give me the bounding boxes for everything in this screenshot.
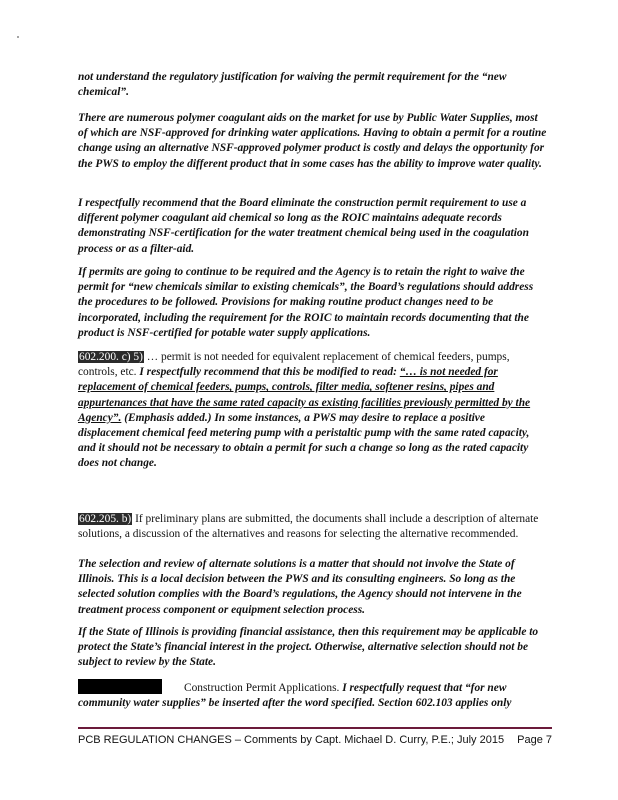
paragraph-permits-procedures: If permits are going to continue to be required and the Agency is to retain the right to waive the permit for “new chemicals similar to existing chemicals”, the Board’s regulations should address the procedures to be followed. Provisions for making routine product changes need to be incorporated, including the requirement for the ROIC to maintain records documenting that the product is NSF-certified for potable water supply applications. bbox=[78, 266, 534, 339]
section-tag: 602.200. c) 5) bbox=[79, 351, 143, 363]
paragraph-continuation: not understand the regulatory justification for waiving the permit requirement for the “new chemical”. bbox=[78, 71, 507, 99]
recommendation-text: I respectfully recommend that this be modified to read: bbox=[139, 366, 400, 379]
section-tag: 602.205. b) bbox=[79, 513, 132, 525]
footer-title: PCB REGULATION CHANGES – Comments by Capt. Michael D. Curry, P.E.; July 2015 bbox=[78, 734, 505, 746]
section-explanation: (Emphasis added.) In some instances, a PWS may desire to replace a positive displacement chemical feed metering pump with a peristaltic pump with the same rated capacity, and it should not be necessary to obtain a permit for such a change so long as the rated capacity does not change. bbox=[78, 411, 530, 470]
footer-rule bbox=[78, 727, 552, 729]
section-602-205-b bbox=[78, 512, 548, 542]
section-text: … permit is not needed for equivalent replacement of chemical feeders, pumps, controls, etc. bbox=[78, 351, 510, 379]
redaction-box bbox=[78, 679, 162, 694]
paragraph-alternate-solutions: The selection and review of alternate solutions is a matter that should not involve the State of Illinois. This is a local decision between the PWS and its consulting engineers. So long as the selected solution complies with the Board’s regulations, the Agency should not intervene in the treatment process component or equipment selection process. bbox=[78, 558, 522, 616]
page-number: Page 7 bbox=[517, 734, 552, 746]
section-text: If preliminary plans are submitted, the documents shall include a description of alternate solutions, a discussion of the alternatives and reasons for selecting the alternative recommended. bbox=[78, 513, 539, 541]
page-footer bbox=[78, 734, 552, 746]
paragraph-polymer-aids: There are numerous polymer coagulant aids on the market for use by Public Water Supplies, most of which are NSF-approved for drinking water applications. Having to obtain a permit for a routine change using an alternative NSF-approved polymer product is costly and delays the opportunity for the PWS to employ the different product that in some cases has the ability to improve water quality. bbox=[78, 112, 547, 170]
paragraph-financial-assistance: If the State of Illinois is providing financial assistance, then this requirement may be applicable to protect the State’s financial interest in the project. Otherwise, alternative selection should not be subject to review by the State. bbox=[78, 626, 539, 669]
quoted-amendment: “… is not needed for replacement of chemical feeders, pumps, controls, filter media, softener resins, pipes and appurtenances that have the same rated capacity as existing facilities previously permitted by the Agency”. bbox=[78, 366, 531, 424]
section-text: Construction Permit Applications. bbox=[184, 682, 343, 694]
paragraph-recommendation: I respectfully recommend that the Board eliminate the construction permit requirement to use a different polymer coagulant aid chemical so long as the ROIC maintains adequate records demonstrating NSF-certification for the water treatment chemical being used in the coagulation process or as a filter-aid. bbox=[78, 197, 529, 255]
scan-speck bbox=[17, 36, 19, 38]
section-602-200-c5 bbox=[78, 350, 548, 472]
section-request: I respectfully request that “for new community water supplies” be inserted after the word specified. Section 602.103 applies only bbox=[78, 682, 512, 710]
section-construction-permits bbox=[78, 679, 548, 711]
